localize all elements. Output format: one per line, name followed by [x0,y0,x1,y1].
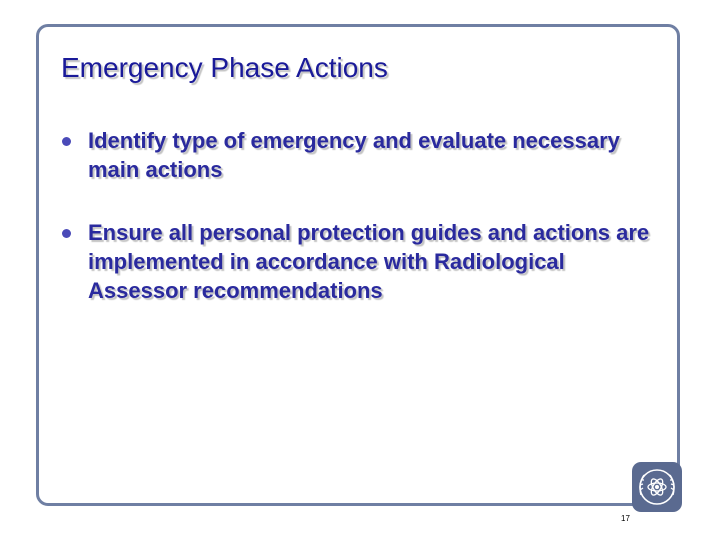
bullet-item [60,126,660,184]
iaea-emblem-icon [632,462,682,512]
slide-title: Emergency Phase Actions [61,52,388,83]
bullet-item [60,218,660,305]
page-number: 17 [621,514,630,523]
bullet-text: Ensure all personal protection guides and actions are implemented in accordance with Radiological Assessor recommendations [88,220,650,303]
bullet-list [60,126,660,339]
bullet-dot-icon [62,137,71,146]
bullet-dot-icon [62,229,71,238]
bullet-text: Identify type of emergency and evaluate necessary main actions [88,128,620,182]
